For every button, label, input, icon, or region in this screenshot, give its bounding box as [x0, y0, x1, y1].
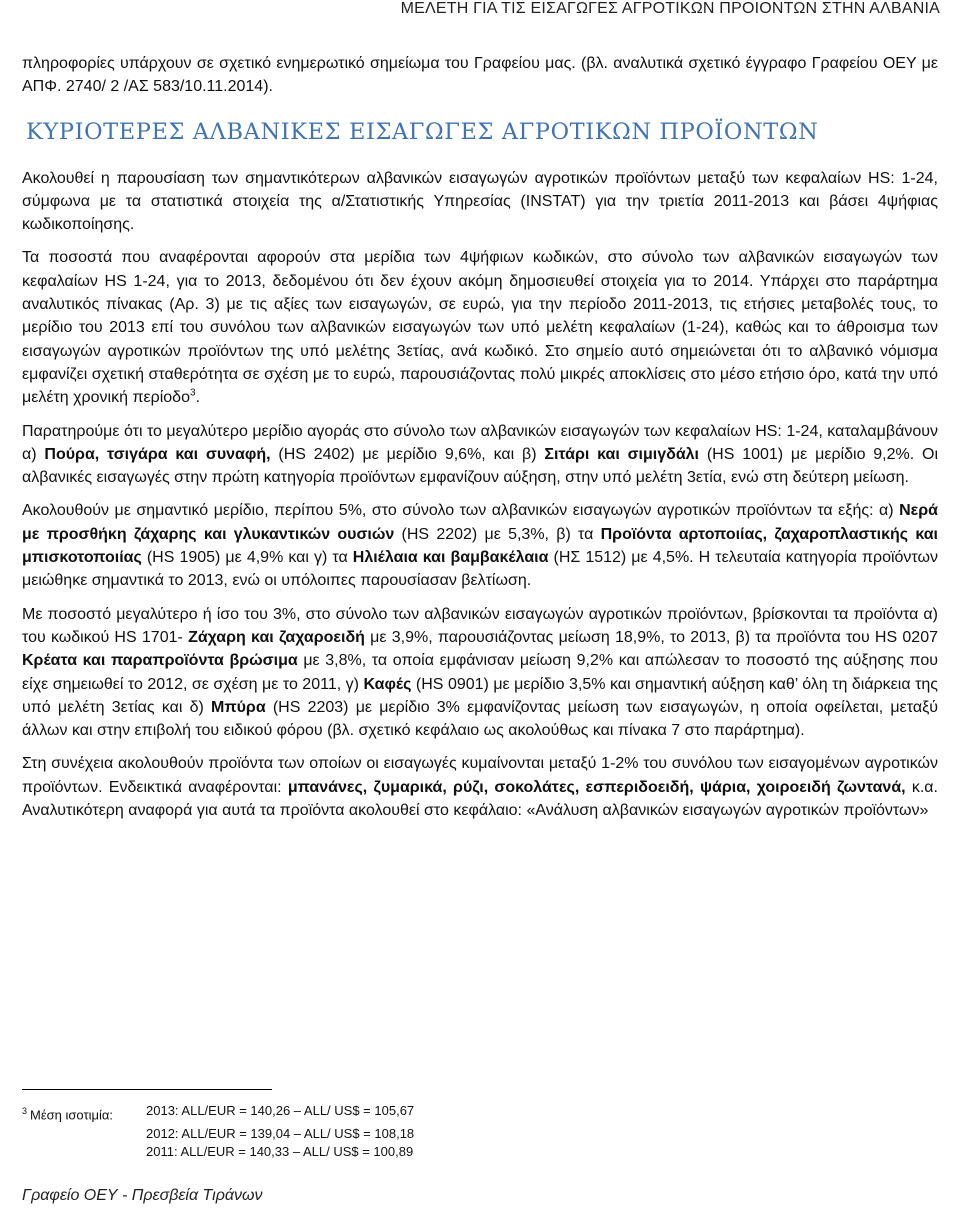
footnote-row-1 — [22, 1102, 414, 1125]
p4-text-3: (HS 1905) με 4,9% και γ) τα — [141, 549, 353, 567]
paragraph-1: Ακολουθεί η παρουσίαση των σημαντικότερων αλβανικών εισαγωγών αγροτικών προϊόντων μεταξύ των κεφαλαίων HS: 1-24, σύμφωνα με τα στατιστικά στοιχεία της α/Στατιστικής Υπηρεσίας (INSTAT) για την τριετία 2011-2013 και βάσει 4ψήφιας κωδικοποίησης. — [22, 169, 938, 234]
footnote-line-2013: 2013: ALL/EUR = 140,26 – ALL/ US$ = 105,67 — [146, 1103, 415, 1118]
footnote-label — [22, 1102, 146, 1125]
footnote — [22, 1102, 414, 1162]
p5-text-4: (HS 0901) με μερίδιο 3,5% και σημαντική αύξηση καθ’ όλη τη διάρκεια της υπό μελέτη 3ετίας και δ) — [22, 675, 939, 716]
paragraph-2-end: . — [195, 389, 200, 407]
section-heading: ΚΥΡΙΟΤΕΡΕΣ ΑΛΒΑΝΙΚΕΣ ΕΙΣΑΓΩΓΕΣ ΑΓΡΟΤΙΚΩΝ ΠΡΟΪΟΝΤΩΝ — [26, 118, 819, 145]
p5-text-2: με 3,9%, παρουσιάζοντας μείωση 18,9%, το 2013, β) τα προϊόντα του HS 0207 — [364, 628, 938, 646]
p3-text-1: Παρατηρούμε ότι το μεγαλύτερο μερίδιο αγοράς στο σύνολο των αλβανικών εισαγωγών των κεφαλαίων HS: 1-24, καταλαμβάνουν α) — [22, 422, 938, 463]
footnote-divider — [22, 1089, 272, 1090]
p3-bold-2: Σιτάρι και σιμιγδάλι — [544, 445, 699, 463]
p4-text-1: Ακολουθούν με σημαντικό μερίδιο, περίπου 5%, στο σύνολο των αλβανικών εισαγωγών αγροτικών προϊόντων τα εξής: α) — [22, 502, 900, 520]
p4-bold-3: Ηλιέλαια και βαμβακέλαια — [352, 549, 549, 567]
footnote-number: 3 — [22, 1106, 28, 1116]
p5-bold-4: Μπύρα — [211, 698, 266, 716]
page-footer: Γραφείο ΟΕΥ - Πρεσβεία Τιράνων — [22, 1187, 263, 1204]
p5-text-3: με 3,8%, τα οποία εμφάνισαν μείωση 9,2% και απώλεσαν το ποσοστό της αύξησης που είχε σημειωθεί το 2012, σε σχέση με το 2011, γ) — [22, 652, 939, 693]
p6-text-1: Στη συνέχεια ακολουθούν προϊόντα των οποίων οι εισαγωγές κυμαίνονται μεταξύ 1-2% του συνόλου των εισαγομένων αγροτικών προϊόντων. Ενδεικτικά αναφέρονται: — [22, 755, 938, 796]
p4-text-4: (ΗΣ 1512) με 4,5%. Η τελευταία κατηγορία προϊόντων μειώθηκε σημαντικά το 2013, ενώ οι υπόλοιπες παρουσίασαν βελτίωση. — [22, 549, 939, 590]
p4-bold-1: Νερά με προσθήκη ζάχαρης και γλυκαντικών ουσιών — [22, 502, 938, 543]
p6-text-2: κ.α. Αναλυτικότερη αναφορά για αυτά τα προϊόντα ακολουθεί στο κεφάλαιο: «Ανάλυση αλβανικών εισαγωγών αγροτικών προϊόντων» — [22, 778, 938, 820]
paragraph-3 — [22, 420, 938, 490]
intro-paragraph: πληροφορίες υπάρχουν σε σχετικό ενημερωτικό σημείωμα του Γραφείου μας. (βλ. αναλυτικά σχετικό έγγραφο Γραφείου ΟΕΥ με ΑΠΦ. 2740/ 2 /ΑΣ 583/10.11.2014). — [22, 55, 938, 96]
paragraph-2 — [22, 246, 938, 409]
paragraph-5 — [22, 603, 938, 743]
p5-bold-2: Κρέατα και παραπροϊόντα βρώσιμα — [22, 652, 298, 670]
p5-bold-1: Ζάχαρη και ζαχαροειδή — [188, 628, 365, 646]
footnote-label-text: Μέση ισοτιμία: — [30, 1107, 113, 1123]
paragraph-4 — [22, 499, 938, 592]
paragraph-2-text: Τα ποσοστά που αναφέρονται αφορούν στα μερίδια των 4ψήφιων κωδικών, στο σύνολο των αλβανικών εισαγωγών των κεφαλαίων HS 1-24, για το 2013, δεδομένου ότι δεν έχουν ακόμη δημοσιευθεί στοιχεία για το 2014. Υπάρχει στο παράρτημα αναλυτικός πίνακας (Αρ. 3) με τις αξίες των εισαγωγών, σε ευρώ, για την περίοδο 2011-2013, τις ετήσιες μεταβολές τους, το μερίδιο του 2013 επί του συνόλου των αλβανικών εισαγωγών των υπό μελέτη κεφαλαίων (1-24), καθώς και το άθροισμα των εισαγωγών αγροτικών προϊόντων της υπό μελέτης 3ετίας, ανά κωδικό. Στο σημείο αυτό σημειώνεται ότι το αλβανικό νόμισμα εμφανίζει σχετική σταθερότητα σε σχέση με το ευρώ, παρουσιάζοντας πολύ μικρές αποκλίσεις στο μέσο ετήσιο όρο, κατά την υπό μελέτη χρονική περίοδο — [22, 249, 938, 407]
footnote-row-3 — [22, 1143, 414, 1162]
p5-text-5: (HS 2203) με μερίδιο 3% εμφανίζοντας μείωση των εισαγωγών, η οποία οφείλεται, μεταξύ άλλων και στην επιβολή του ειδικού φόρου (βλ. σχετικό κεφάλαιο ως ακολούθως και πίνακα 7 στο παράρτημα). — [22, 698, 938, 740]
p4-text-2: (HS 2202) με 5,3%, β) τα — [394, 525, 601, 543]
footnote-line-2011: 2011: ALL/EUR = 140,33 – ALL/ US$ = 100,89 — [146, 1144, 414, 1160]
p5-bold-3: Καφές — [363, 675, 412, 693]
p5-text-1: Με ποσοστό μεγαλύτερο ή ίσο του 3%, στο σύνολο των αλβανικών εισαγωγών αγροτικών προϊόντων, βρίσκονται τα προϊόντα α) του κωδικού HS 1701- — [22, 605, 938, 646]
p4-bold-2: Προϊόντα αρτοποιίας, ζαχαροπλαστικής και μπισκοτοποιίας — [22, 525, 939, 567]
page-body — [22, 48, 938, 832]
p6-bold-1: μπανάνες, ζυμαρικά, ρύζι, σοκολάτες, εσπεριδοειδή, ψάρια, χοιροειδή ζωντανά, — [287, 778, 906, 796]
p3-text-2: (HS 2402) με μερίδιο 9,6%, και β) — [270, 445, 545, 463]
paragraph-6 — [22, 752, 938, 822]
p3-text-3: (HS 1001) με μερίδιο 9,2%. Οι αλβανικές εισαγωγές στην πρώτη κατηγορία προϊόντων εμφανίζουν αύξηση, στην υπό μελέτη 3ετία, ενώ στη δεύτερη μείωση. — [22, 445, 939, 487]
footnote-row-2 — [22, 1125, 414, 1144]
footnote-reference: 3 — [189, 387, 196, 399]
footnote-line-2012: 2012: ALL/EUR = 139,04 – ALL/ US$ = 108,18 — [146, 1125, 415, 1141]
p3-bold-1: Πούρα, τσιγάρα και συναφή, — [44, 445, 271, 463]
running-header: ΜΕΛΕΤΗ ΓΙΑ ΤΙΣ ΕΙΣΑΓΩΓΕΣ ΑΓΡΟΤΙΚΩΝ ΠΡΟΙΟΝΤΩΝ ΣΤΗΝ ΑΛΒΑΝΙΑ — [400, 0, 940, 17]
